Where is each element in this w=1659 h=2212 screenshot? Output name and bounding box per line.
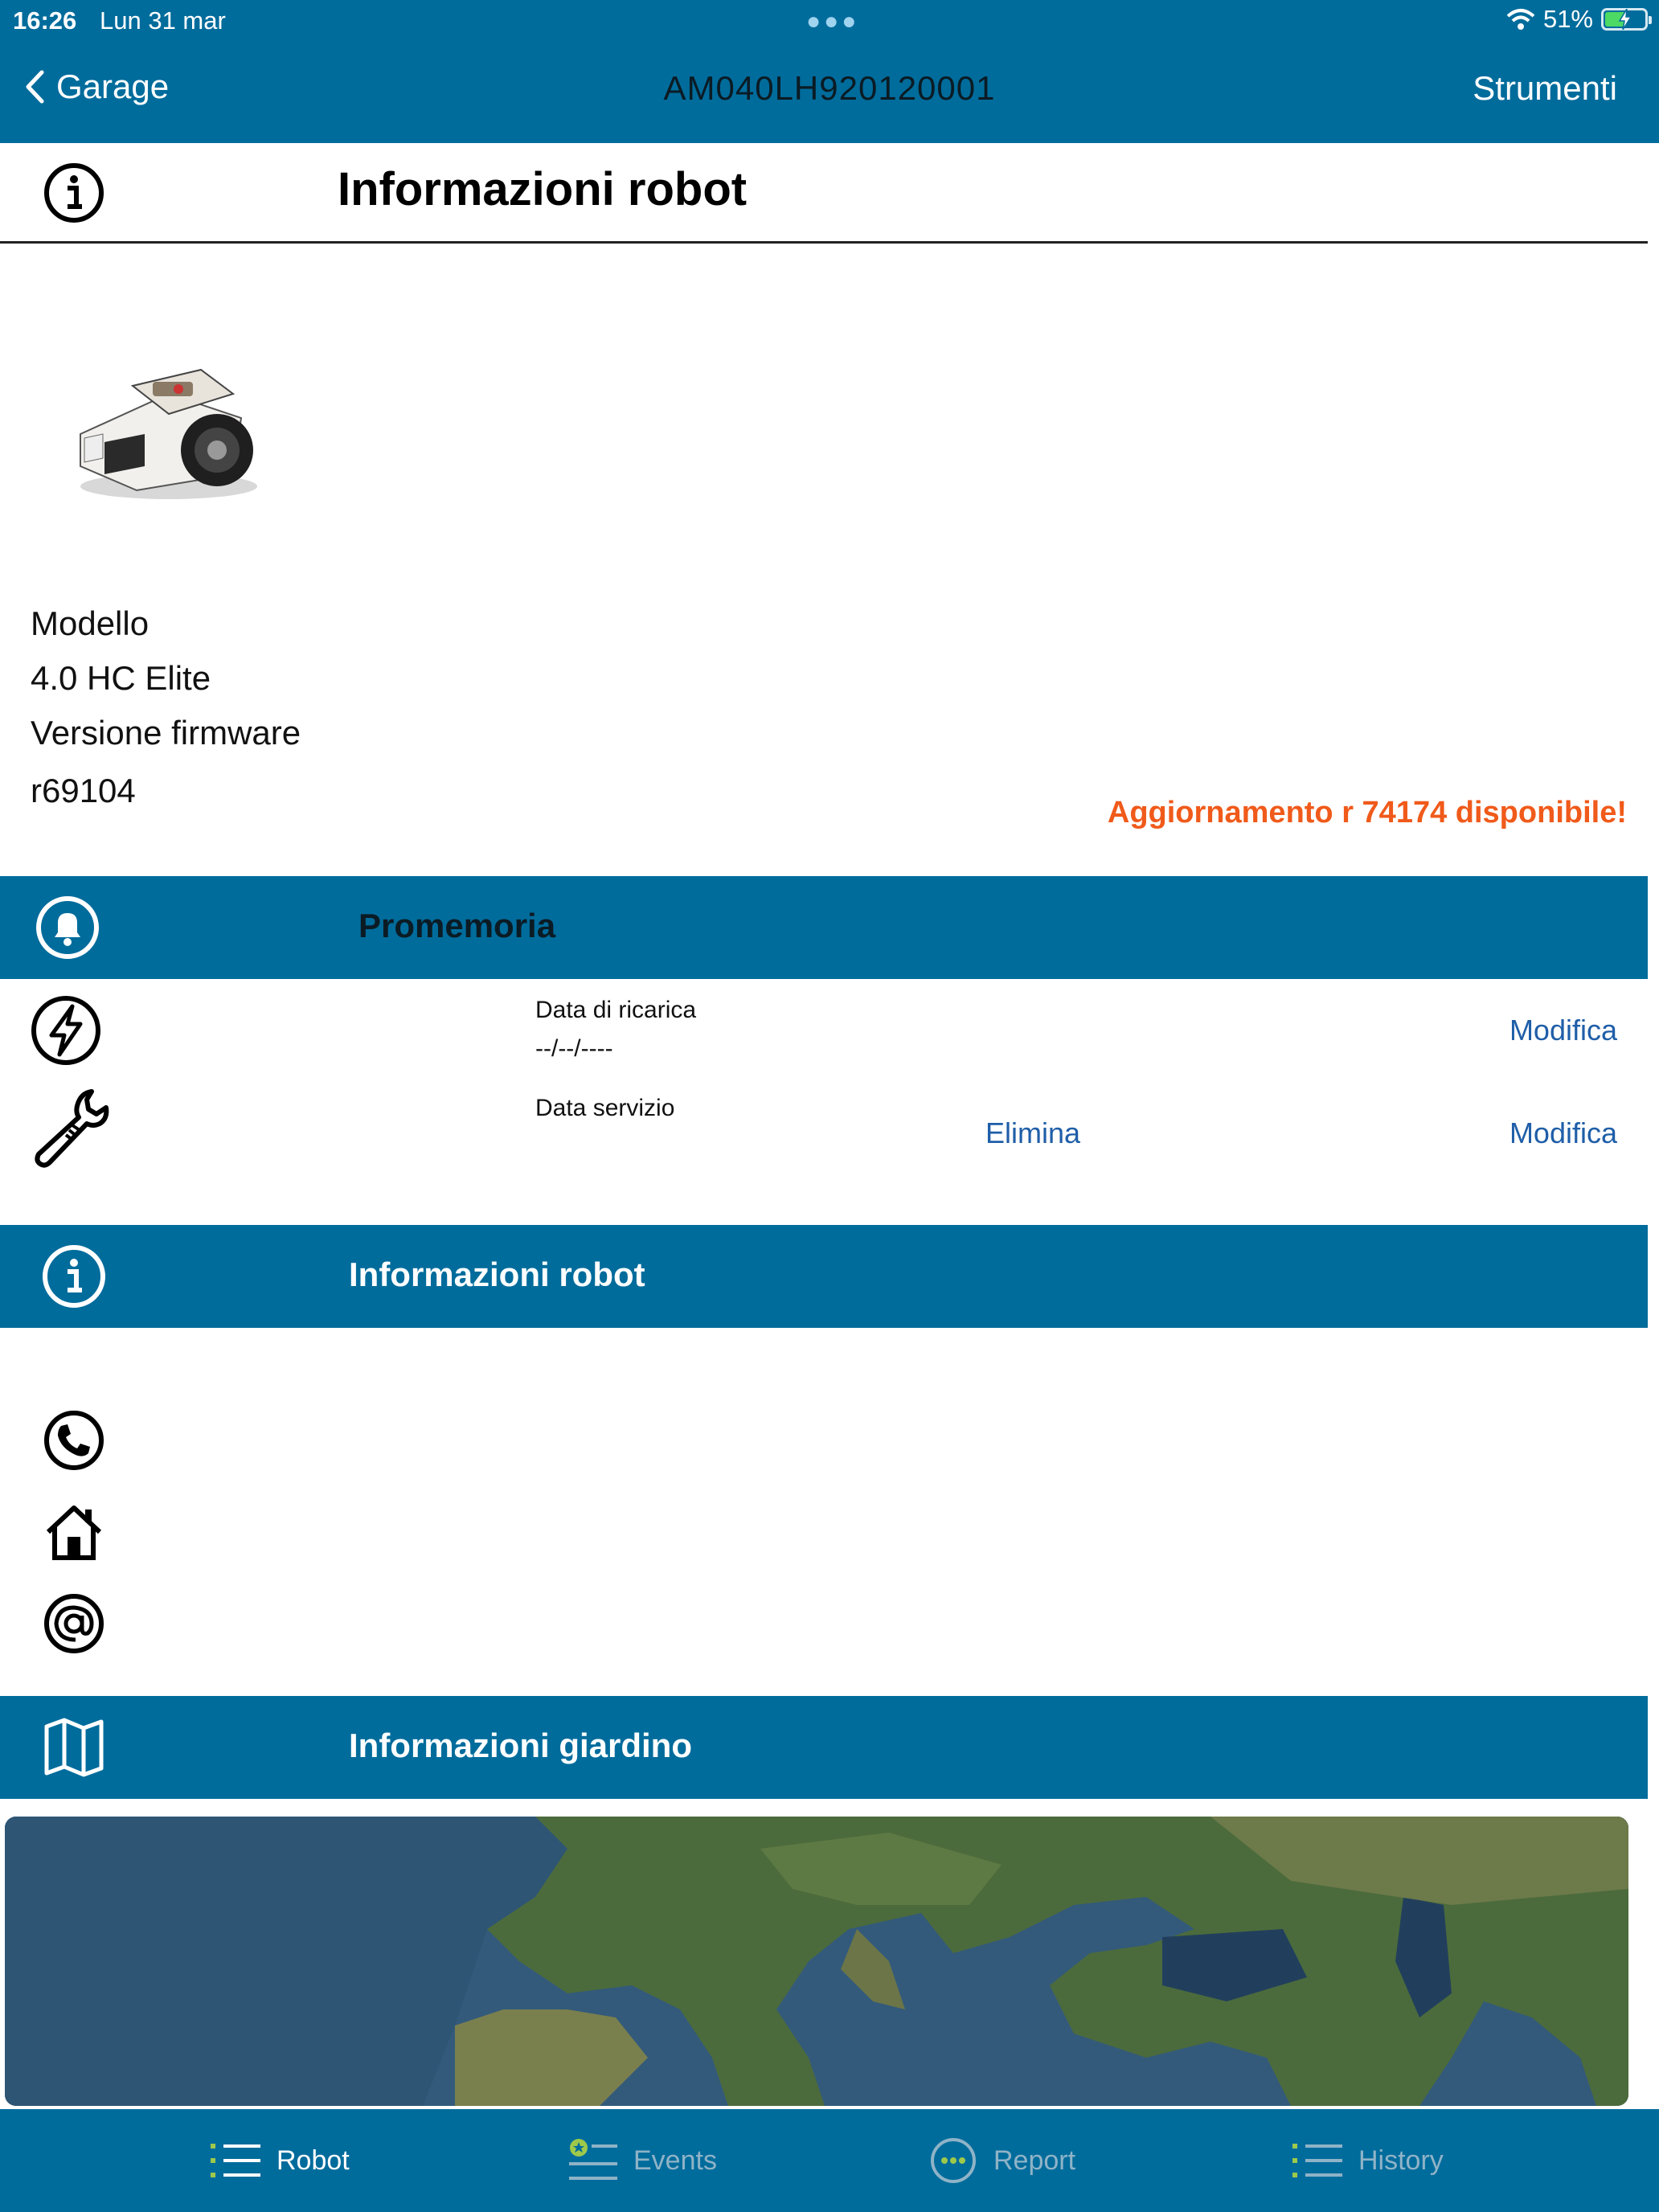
tab-report[interactable] [929,2109,1075,2212]
robot-info-title: Informazioni robot [338,163,748,215]
bell-icon [34,894,101,961]
recharge-edit-link[interactable]: Modifica [1509,1014,1617,1047]
status-date: Lun 31 mar [100,6,226,35]
dealer-info-title: Informazioni robot [349,1256,645,1293]
dealer-info-section-header [0,1225,1648,1328]
service-edit-link[interactable]: Modifica [1509,1116,1617,1149]
top-bar [0,0,1659,143]
back-label: Garage [56,68,170,105]
history-list-icon [1292,2142,1342,2179]
page-title: AM040LH920120001 [663,69,996,107]
service-date-label: Data servizio [535,1095,675,1121]
home-icon[interactable] [42,1500,106,1564]
battery-icon [1601,8,1648,31]
model-label: Modello [31,604,150,642]
recharge-date-label: Data di ricarica [535,997,697,1023]
tab-history[interactable] [1292,2109,1444,2212]
email-icon[interactable] [42,1591,106,1656]
tab-robot[interactable] [211,2109,350,2212]
info-icon [42,161,106,225]
garden-info-title: Informazioni giardino [349,1727,692,1764]
tab-events-label: Events [633,2144,717,2176]
tab-events[interactable] [567,2109,717,2212]
tab-history-label: History [1358,2144,1444,2176]
reminders-title: Promemoria [358,907,556,944]
list-icon [211,2142,260,2179]
model-value: 4.0 HC Elite [31,659,211,697]
multitask-dots-icon[interactable]: ●●● [806,8,860,35]
firmware-value: r69104 [31,772,136,809]
status-time: 16:26 [13,6,77,35]
garden-info-section-header [0,1696,1648,1799]
lightning-icon [29,993,103,1067]
map-icon [40,1714,108,1781]
robot-mower-image [56,346,273,506]
status-indicators [1506,5,1648,34]
tools-button[interactable]: Strumenti [1473,69,1617,107]
more-circle-icon [929,2136,977,2185]
tab-bar [0,2109,1659,2212]
battery-percent: 51% [1542,5,1593,33]
info-icon [40,1243,108,1310]
robot-info-header [0,143,1648,244]
recharge-date-value: --/--/---- [535,1035,613,1062]
phone-icon[interactable] [42,1408,106,1473]
events-list-icon [567,2138,617,2183]
tab-report-label: Report [993,2144,1076,2176]
wifi-icon [1506,8,1535,31]
wrench-icon [24,1083,111,1170]
tab-robot-label: Robot [276,2144,350,2176]
firmware-update-notice[interactable]: Aggiornamento r 74174 disponibile! [1107,796,1627,830]
reminders-section-header [0,876,1648,979]
firmware-label: Versione firmware [31,714,301,752]
service-delete-link[interactable]: Elimina [985,1116,1081,1149]
garden-map[interactable] [5,1817,1628,2106]
